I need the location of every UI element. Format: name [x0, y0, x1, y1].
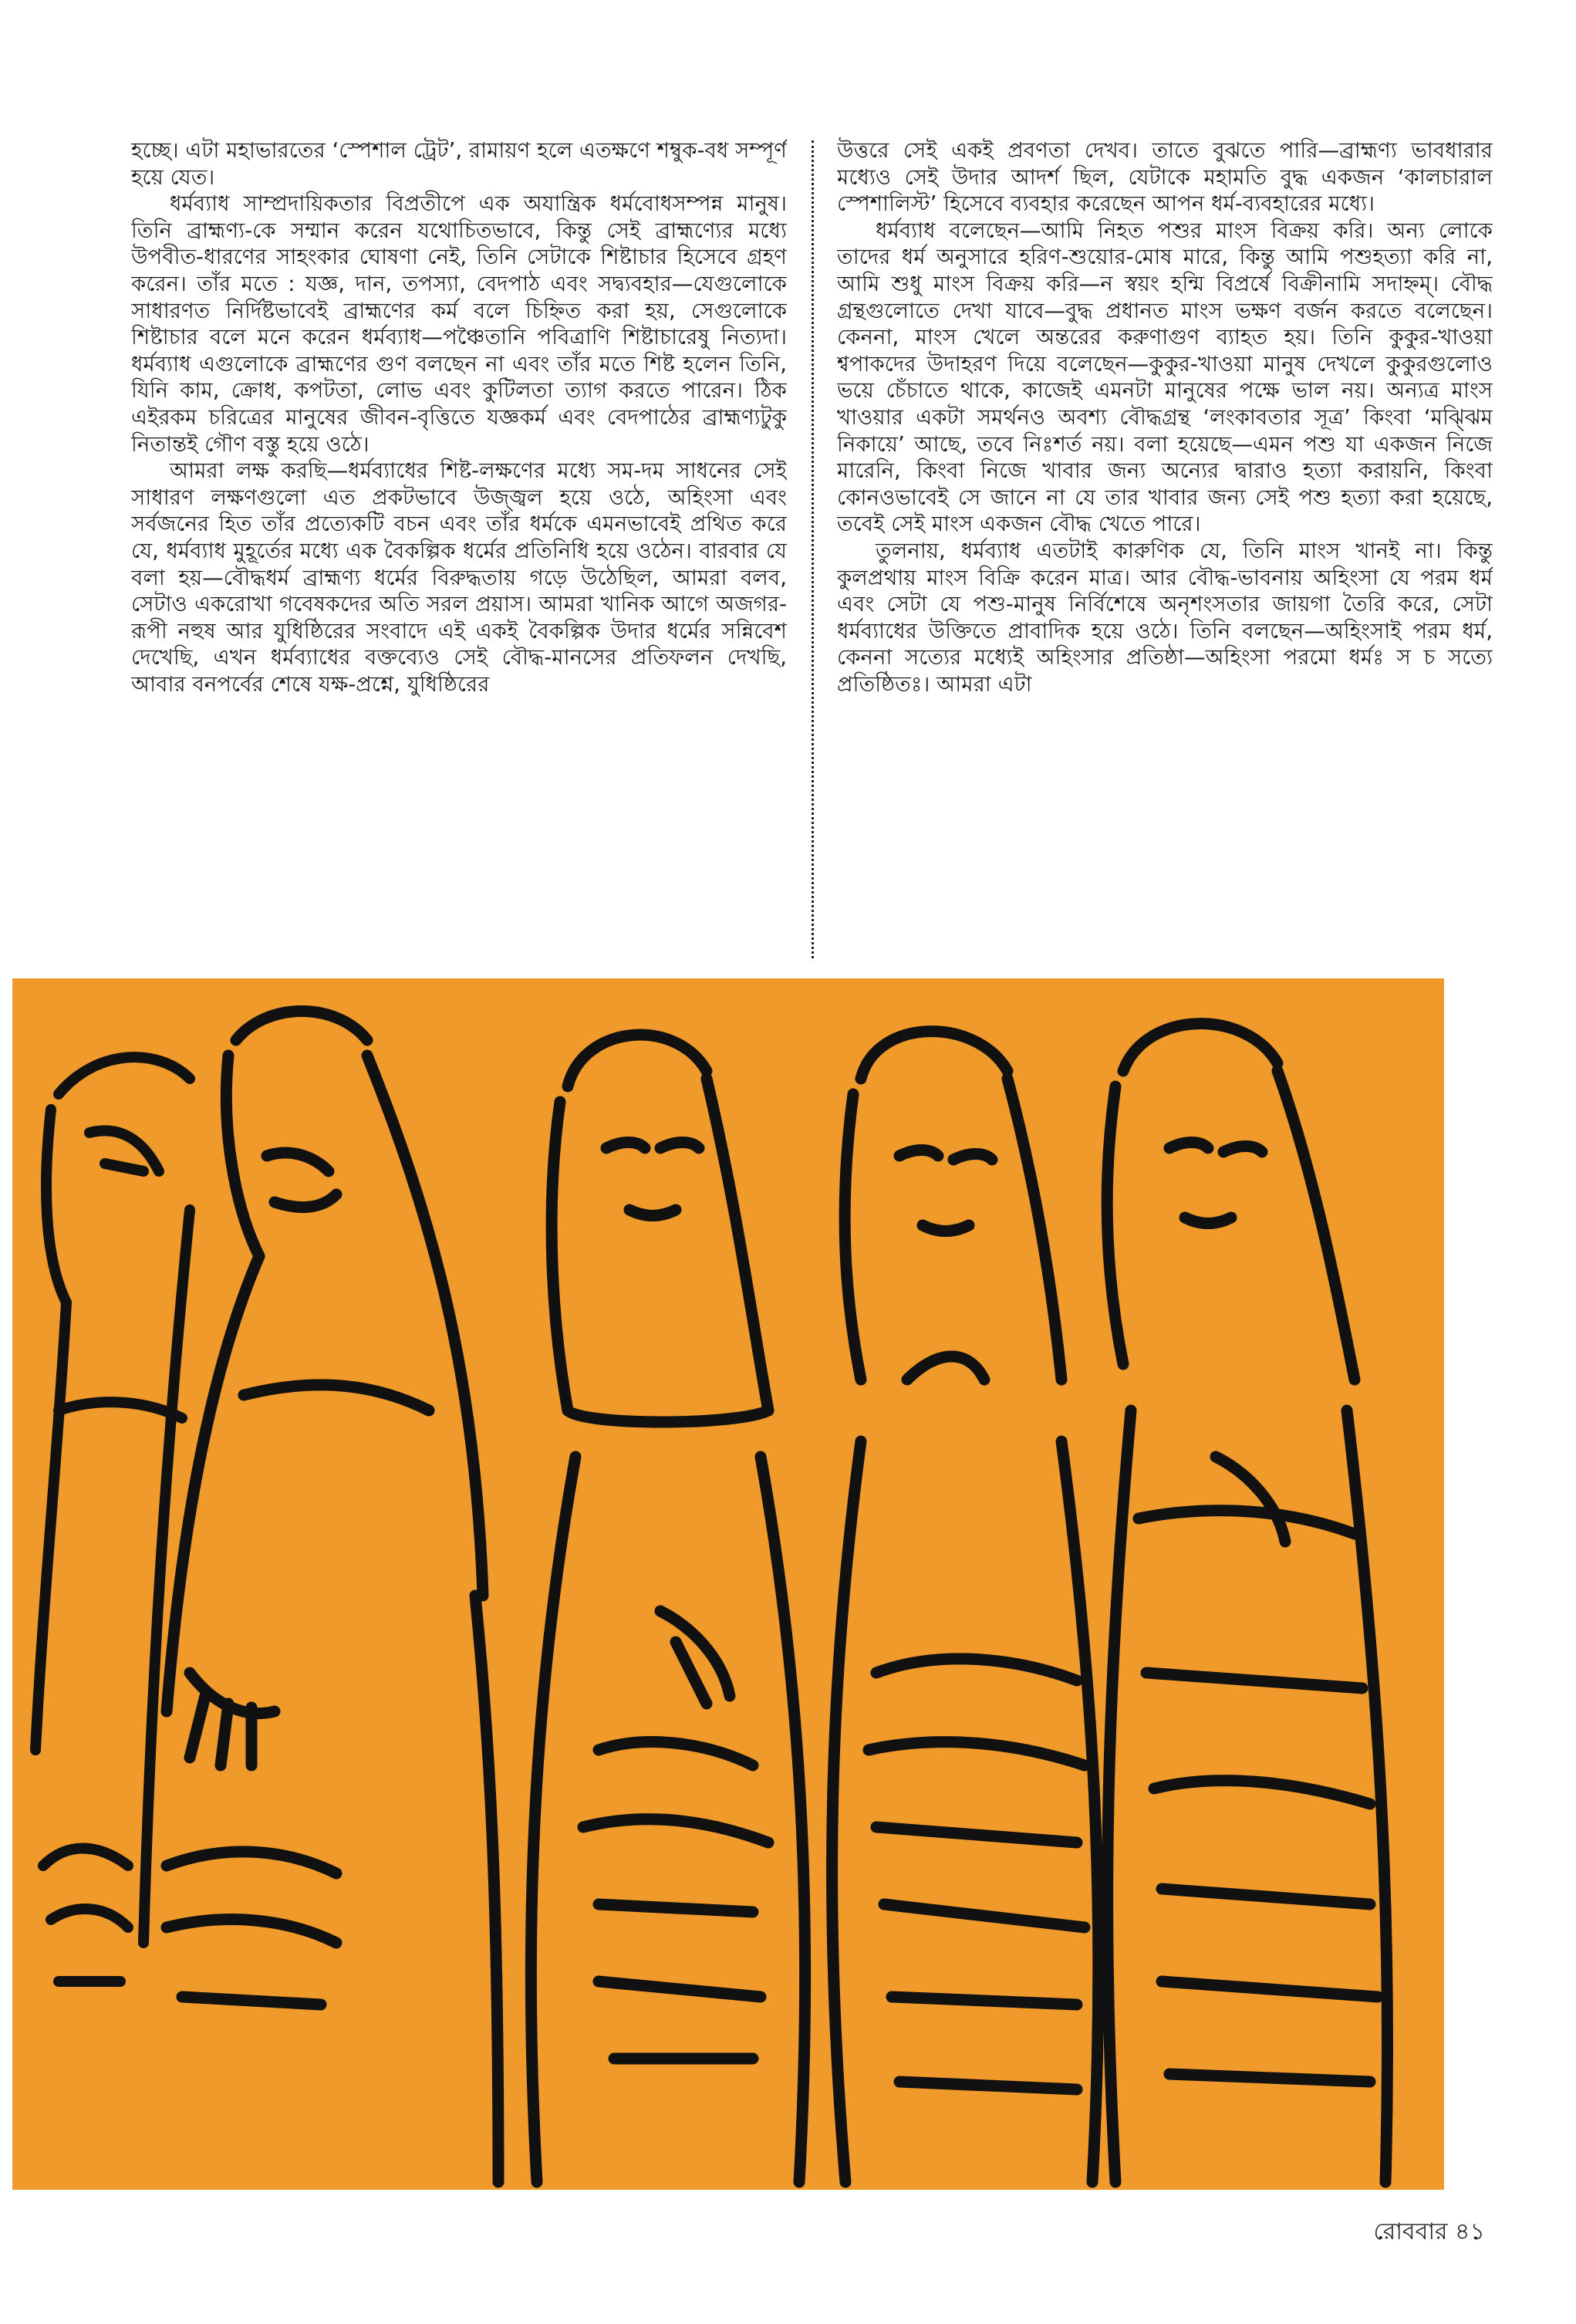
ink-drawing [12, 978, 1444, 2190]
illustration-women-figures [12, 978, 1444, 2190]
figure-1 [35, 1057, 190, 1981]
paragraph: তুলনায়, ধর্মব্যাধ এতটাই কারুণিক যে, তিনি মাংস খানই না। কিন্তু কুলপ্রথায় মাংস বিক্রি করেন মাত্র। আর বৌদ্ধ-ভাবনায় অহিংসা যে পরম ধর্ম এবং সেটা যে পশু-মানুষ নির্বিশেষে অনৃশংসতার জায়গা তৈরি করে, সেটা ধর্মব্যাধের উক্তিতে প্রাবাদিক হয়ে ওঠে। তিনি বলছেন—অহিংসাই পরম ধর্ম, কেননা সত্যের মধ্যেই অহিংসার প্রতিষ্ঠা—অহিংসা পরমো ধর্মঃ স চ সত্যে প্রতিষ্ঠিতঃ। আমরা এটা [837, 537, 1493, 697]
paragraph: ধর্মব্যাধ বলেছেন—আমি নিহত পশুর মাংস বিক্রয় করি। অন্য লোকে তাদের ধর্ম অনুসারে হরিণ-শুয়োর-মোষ মারে, কিন্তু আমি পশুহত্যা করি না, আমি শুধু মাংস বিক্রয় করি—ন স্বয়ং হন্মি বিপ্রর্ষে বিক্রীনামি সদাহ্নম্। বৌদ্ধ গ্রন্থগুলোতে দেখা যাবে—বুদ্ধ প্রধানত মাংস ভক্ষণ বর্জন করতে বলেছেন। কেননা, মাংস খেলে অন্তরের করুণাগুণ ব্যাহত হয়। তিনি কুকুর-খাওয়া শ্বপাকদের উদাহরণ দিয়ে বলেছেন—কুকুর-খাওয়া মানুষ দেখলে কুকুরগুলোও ভয়ে চেঁচাতে থাকে, কাজেই এমনটা মানুষের পক্ষে ভাল নয়। অন্যত্র মাংস খাওয়ার একটা সমর্থনও অবশ্য বৌদ্ধগ্রন্থ ‘লংকাবতার সূত্র’ কিংবা ‘মঝ্ঝিম নিকায়ে’ আছে, তবে নিঃশর্ত নয়। বলা হয়েছে—এমন পশু যা একজন নিজে মারেনি, কিংবা নিজে খাবার জন্য অন্যের দ্বারাও হত্যা করায়নি, কিংবা কোনওভাবেই সে জানে না যে তার খাবার জন্য সেই পশু হত্যা করা হয়েছে, তবেই সেই মাংস একজন বৌদ্ধ খেতে পারে। [837, 217, 1493, 537]
paragraph: আমরা লক্ষ করছি—ধর্মব্যাধের শিষ্ট-লক্ষণের মধ্যে সম-দম সাধনের সেই সাধারণ লক্ষণগুলো এত প্রকটভাবে উজ্জ্বল হয়ে ওঠে, অহিংসা এবং সর্বজনের হিত তাঁর প্রত্যেকটি বচন এবং তাঁর ধর্মকে এমনভাবেই প্রথিত করে যে, ধর্মব্যাধ মুহূর্তের মধ্যে এক বৈকল্পিক ধর্মের প্রতিনিধি হয়ে ওঠেন। বারবার যে বলা হয়—বৌদ্ধধর্ম ব্রাহ্মণ্য ধর্মের বিরুদ্ধতায় গড়ে উঠেছিল, আমরা বলব, সেটাও একরোখা গবেষকদের অতি সরল প্রয়াস। আমরা খানিক আগে অজগর-রূপী নহুষ আর যুধিষ্ঠিরের সংবাদে এই একই বৈকল্পিক উদার ধর্মের সন্নিবেশ দেখেছি, এখন ধর্মব্যাধের বক্তব্যেও সেই বৌদ্ধ-মানসের প্রতিফলন দেখছি, আবার বনপর্বের শেষে যক্ষ-প্রশ্নে, যুধিষ্ঠিরের [131, 458, 787, 697]
page-folio: রোববার ৪১ [1373, 2218, 1485, 2245]
article-column-right [837, 137, 1493, 963]
figure-5 [1107, 1024, 1387, 2182]
figure-2 [167, 1012, 498, 2183]
article-column-left [131, 137, 787, 963]
paragraph: উত্তরে সেই একই প্রবণতা দেখব। তাতে বুঝতে পারি—ব্রাহ্মণ্য ভাবধারার মধ্যেও সেই উদার আদর্শ ছিল, যেটাকে মহামতি বুদ্ধ একজন ‘কালচারাল স্পেশালিস্ট’ হিসেবে ব্যবহার করেছেন আপন ধর্ম-ব্যবহারের মধ্যে। [837, 137, 1493, 217]
paragraph: হচ্ছে। এটা মহাভারতের ‘স্পেশাল ট্রেট’, রামায়ণ হলে এতক্ষণে শম্বুক-বধ সম্পূর্ণ হয়ে যেত। [131, 137, 787, 190]
column-divider [812, 140, 814, 958]
paragraph: ধর্মব্যাধ সাম্প্রদায়িকতার বিপ্রতীপে এক অযান্ত্রিক ধর্মবোধসম্পন্ন মানুষ। তিনি ব্রাহ্মণ্য-কে সম্মান করেন যথোচিতভাবে, কিন্তু সেই ব্রাহ্মণ্যের মধ্যে উপবীত-ধারণের সাহংকার ঘোষণা নেই, তিনি সেটাকে শিষ্টাচার হিসেবে গ্রহণ করেন। তাঁর মতে : যজ্ঞ, দান, তপস্যা, বেদপাঠ এবং সদ্ব্যবহার—যেগুলোকে সাধারণত নির্দিষ্টভাবেই ব্রাহ্মণের কর্ম বলে চিহ্নিত করা হয়, সেগুলোকে শিষ্টাচার বলে মনে করেন ধর্মব্যাধ—পঞ্চৈতানি পবিত্রাণি শিষ্টাচারেষু নিত্যদা। ধর্মব্যাধ এগুলোকে ব্রাহ্মণের গুণ বলছেন না এবং তাঁর মতে শিষ্ট হলেন তিনি, যিনি কাম, ক্রোধ, কপটতা, লোভ এবং কুটিলতা ত্যাগ করতে পারেন। ঠিক এইরকম চরিত্রের মানুষের জীবন-বৃত্তিতে যজ্ঞকর্ম এবং বেদপাঠের ব্রাহ্মণ্যটুকু নিতান্তই গৌণ বস্তু হয়ে ওঠে। [131, 191, 787, 457]
figure-4 [832, 1032, 1098, 2182]
figure-3 [531, 1035, 805, 2182]
